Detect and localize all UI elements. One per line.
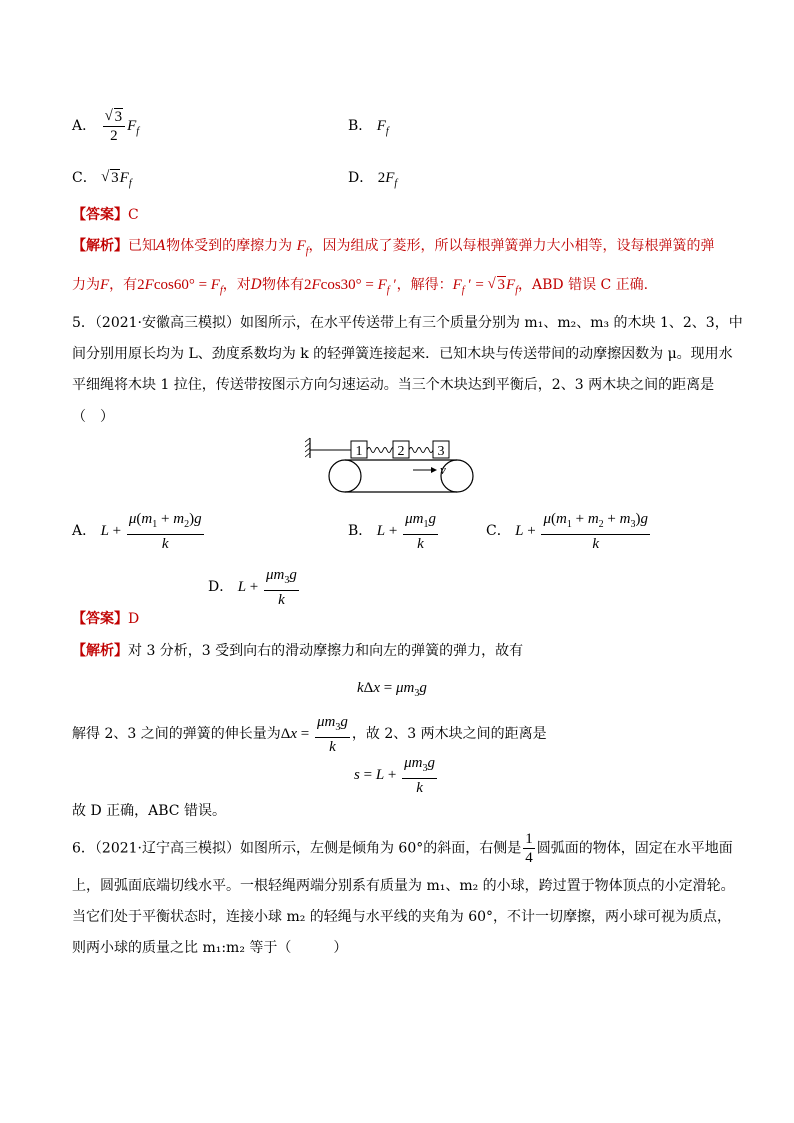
- q6-stem-line4: 则两小球的质量之比 m₁:m₂ 等于（ ）: [72, 940, 348, 956]
- q5-option-a[interactable]: A． L + $\frac{\mu(m_1 + m_2)g}{k}$: [72, 511, 202, 552]
- q5-stem-line4: （ ）: [72, 409, 114, 425]
- q4-option-b[interactable]: B． $F_f$: [348, 118, 389, 137]
- q6-stem-line2: 上，圆弧面底端切线水平。一根轻绳两端分别系有质量为 m₁、m₂ 的小球，跨过置于物体顶点的小定滑轮。: [72, 878, 735, 894]
- q5-stem-line1: 5．（2021·安徽高三模拟）如图所示，在水平传送带上有三个质量分别为 m₁、m₂、m₃ 的木块 1、2、3，中: [72, 315, 743, 331]
- q5-equation-2: s = L + $\frac{\mu m_3g}{k}$: [354, 755, 435, 796]
- q5-answer: 【答案】D: [72, 611, 140, 627]
- block-3-label: 3: [437, 444, 445, 459]
- q5-stem-line3: 平细绳将木块 1 拉住，传送带按图示方向匀速运动。当三个木块达到平衡后，2、3 两木块之间的距离是: [72, 377, 715, 393]
- q5-option-c[interactable]: C． L + $\frac{\mu(m_1 + m_2 + m_3)g}{k}$: [486, 511, 648, 552]
- q5-analysis-line2: 解得 2、3 之间的弹簧的伸长量为Δx = $\frac{\mu m_3g}{k}$ ，故 2、3 两木块之间的距离是: [72, 714, 547, 755]
- q5-analysis-line3: 故 D 正确，ABC 错误。: [72, 803, 226, 819]
- q4-option-c-formula: √ $3F_f$: [101, 170, 131, 186]
- velocity-arrowhead: [431, 467, 437, 473]
- q4-option-d-formula: $2F_f$: [377, 170, 398, 189]
- q5-analysis-line1: 【解析】对 3 分析，3 受到向右的滑动摩擦力和向左的弹簧的弹力，故有: [72, 643, 524, 659]
- right-pulley: [441, 460, 473, 492]
- q4-analysis-line2: 力为F，有$2Fcos60^\circ = F_f$，对D物体有$2Fcos30^\circ = F_f$ ′，解得：$F_f$ ′ = √ $3F_f$，ABD 错误 C 正确.: [72, 275, 648, 301]
- q4-option-b-formula: $F_f$: [376, 118, 389, 137]
- q4-option-a-formula: √ $\frac{3}{2}$ $F_f$: [101, 118, 139, 134]
- q5-option-d[interactable]: D． L + $\frac{\mu m_3g}{k}$: [208, 567, 297, 608]
- q6-quarter-fraction: $\frac{1}{4}$: [525, 831, 533, 866]
- q4-analysis-line1: 【解析】已知A物体受到的摩擦力为 $F_f$，因为组成了菱形，所以每根弹簧弹力大小相等，设每根弹簧的弹: [72, 238, 715, 257]
- q6-stem-line3: 当它们处于平衡状态时，连接小球 m₂ 的轻绳与水平线的夹角为 60°，不计一切摩擦，两小球可视为质点，: [72, 909, 732, 925]
- q5-equation-1: $k\Delta x = \mu m_3g$: [357, 680, 427, 699]
- q4-option-d[interactable]: D． $2F_f$: [348, 170, 398, 189]
- q5-option-b[interactable]: B． L + $\frac{\mu m_1g}{k}$: [348, 511, 436, 552]
- q4-option-c[interactable]: C． √ $3F_f$: [72, 168, 132, 194]
- q5-conveyor-figure: [305, 436, 495, 498]
- q4-option-a[interactable]: A． √ $\frac{3}{2}$ $F_f$: [72, 108, 139, 145]
- block-1-label: 1: [355, 444, 363, 459]
- block-2-label: 2: [397, 444, 405, 459]
- wall-hatching: [305, 438, 310, 457]
- q4-answer: 【答案】C: [72, 207, 139, 223]
- left-pulley: [329, 460, 361, 492]
- velocity-label: v: [440, 462, 446, 477]
- q5-stem-line2: 间分别用原长均为 L、劲度系数均为 k 的轻弹簧连接起来．已知木块与传送带间的动摩擦因数为 μ。现用水: [72, 346, 733, 362]
- q6-stem-line1: 6．（2021·辽宁高三模拟）如图所示，左侧是倾角为 60°的斜面，右侧是 $\frac{1}{4}$ 圆弧面的物体，固定在水平地面: [72, 831, 733, 866]
